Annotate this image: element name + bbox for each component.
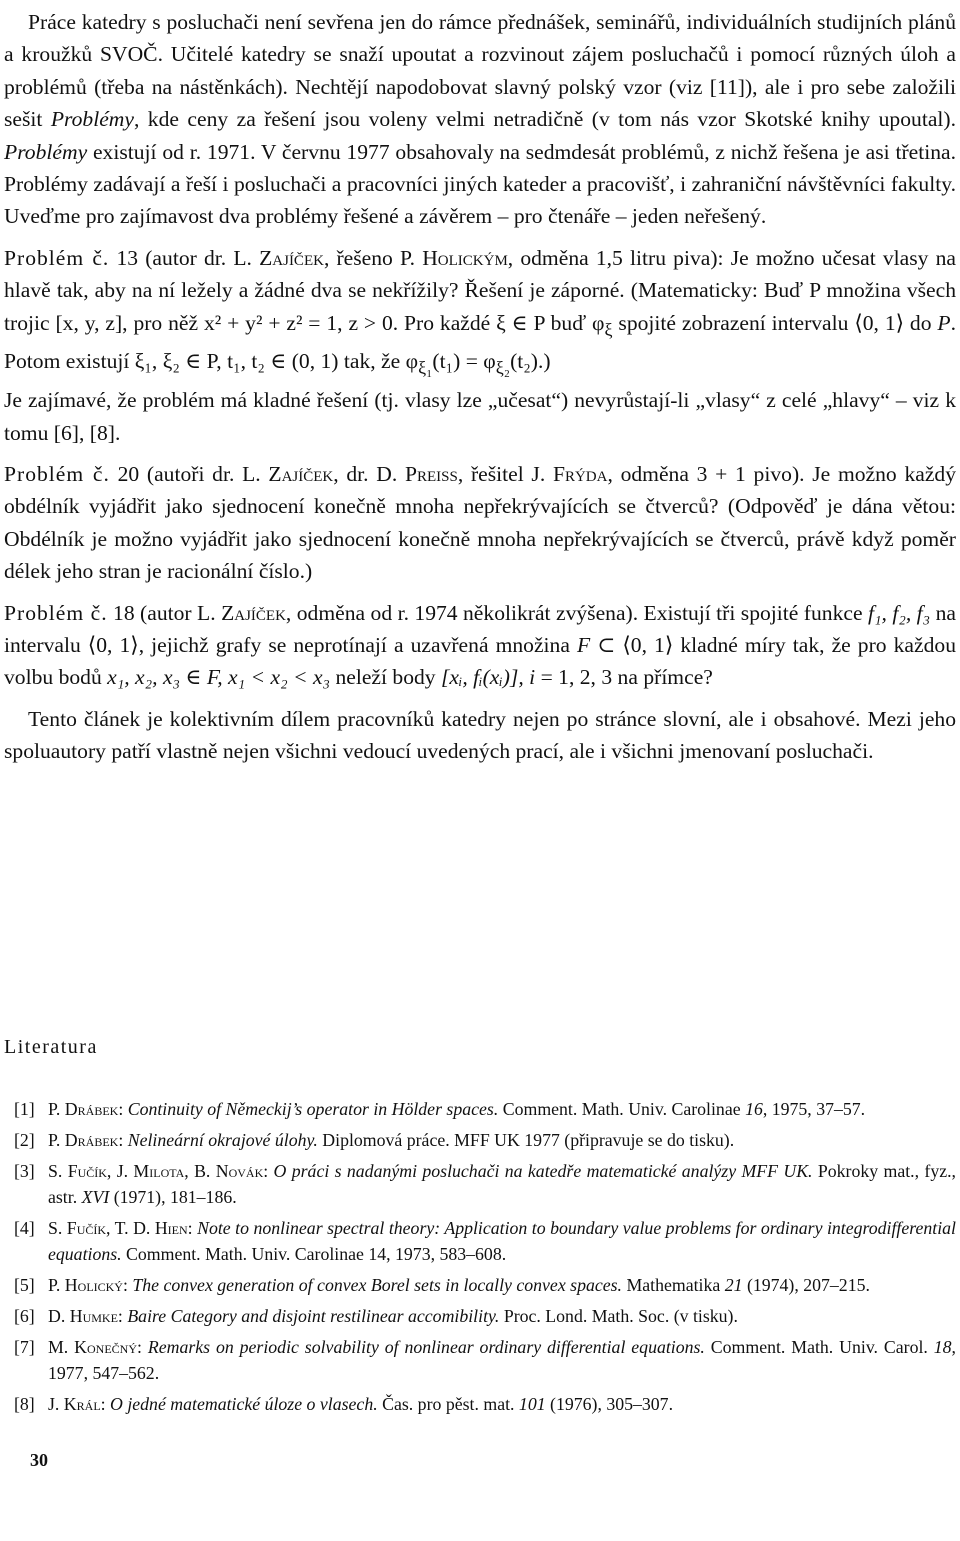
intro-paragraph (4, 6, 956, 233)
reference-number: [6] (14, 1306, 35, 1326)
problem-18-points: x₁, x₂, x₃ ∈ F, x₁ < x₂ < x₃ (107, 665, 331, 690)
reference-title: Baire Category and disjoint restilinear accomibility. (127, 1306, 500, 1326)
reference-source: Comment. Math. Univ. Carolinae 14, 1973, 583–608. (121, 1244, 507, 1264)
reference-source: Pokroky mat., fyz., astr. (48, 1161, 956, 1207)
reference-list (0, 1096, 956, 1422)
reference-item (0, 1391, 956, 1417)
reference-volume: 21 (724, 1275, 743, 1295)
problem-label: Problém č. (4, 245, 110, 270)
problem-13-text: Je možno učesat vlasy na hlavě tak, aby na ní ležely a žádné dva se nekřížily? Řešení je záporné. (Matematicky: Buď P množina všech trojic [x, y, z], pro něž x² + y² + z² = 1, z > 0. Pro každé ξ ∈ P buď φ (4, 245, 957, 335)
problem-13-sub-2: ξ₂ (495, 357, 511, 378)
problem-13-author: Zajíček (259, 245, 324, 270)
problem-20-solver: Frýda (552, 461, 608, 486)
problem-13-mid: , řešeno P. (323, 245, 423, 270)
reference-volume: 18 (933, 1337, 952, 1357)
intro-text-3: existují od r. 1971. V červnu 1977 obsahovaly na sedmdesát problémů, z nichž řešena je asi třetina. Problémy zadávají a řeší i posluchači a pracovníci jiných kateder a pracovišť, i zahraniční návštěvníci fakulty. Uveďme pro zajímavost dva problémy řešené a závěrem – pro čtenáře – jeden neřešený. (4, 139, 956, 229)
reference-title: Continuity of Německij’s operator in Hölder spaces. (127, 1099, 499, 1119)
problem-13-sub-1: ξ₁ (418, 357, 433, 378)
closing-paragraph: Tento článek je kolektivním dílem pracovníků katedry nejen po stránce slovní, ale i obsahové. Mezi jeho spoluautory patří vlastně nejen všichni vedoucí uvedených prací, ale i všichni jmenovaní posluchači. (4, 706, 956, 764)
reference-author: M. Konečný: (48, 1337, 142, 1357)
reference-author: J. Král: (48, 1394, 106, 1414)
problem-18-funcs: f₁, f₂, f₃ (868, 600, 931, 625)
reference-number: [4] (14, 1218, 35, 1238)
problem-20-author-2: Preiss (404, 461, 458, 486)
intro-italic-problemy-2: Problémy (4, 139, 88, 164)
problem-20-lead: 20 (autoři dr. L. (109, 461, 269, 486)
intro-text-2: , kde ceny za řešení jsou voleny velmi netradičně (v tom nás vzor Skotské knihy upoutal). (133, 107, 956, 132)
problem-18-author: Zajíček (221, 600, 286, 625)
problem-20-text: , odměna 3 + 1 pivo). Je možno každý obdélník vyjádřit jako sjednocení konečně mnoha nepřekrývajících se čtverců? (Odpověď je dána větou: Obdélník je možno vyjádřit jako sjednocení konečně mnoha nepřekrývajících se čtverců, právě když poměr délek jeho stran je racionální číslo.) (4, 461, 956, 584)
reference-pages: (1976), 305–307. (545, 1394, 674, 1414)
problem-13-note: Je zajímavé, že problém má kladné řešení (tj. vlasy lze „učesat“) nevyrůstají-li „vlasy“ z celé „hlavy“ – viz k tomu [6], [8]. (4, 388, 956, 445)
reference-source: Comment. Math. Univ. Carolinae (498, 1099, 746, 1119)
problem-13-italic-p: P (937, 310, 951, 335)
reference-pages: , 1975, 37–57. (762, 1099, 866, 1119)
reference-item (0, 1303, 956, 1329)
reference-title: Nelineární okrajové úlohy. (127, 1130, 318, 1150)
reference-volume: XVI (81, 1187, 110, 1207)
problem-18-text-4: neleží body (330, 665, 441, 690)
reference-author: D. Humke: (48, 1306, 123, 1326)
reference-pages: (1971), 181–186. (109, 1187, 237, 1207)
problem-18 (4, 597, 956, 694)
reference-item (0, 1272, 956, 1298)
reference-number: [7] (14, 1337, 35, 1357)
problem-13-sub: ξ (604, 318, 613, 339)
reference-title: Note to nonlinear spectral theory: Application to boundary value problems for ordinary integrodifferential equations. (48, 1218, 957, 1264)
problem-13-reward: , odměna 1,5 litru piva): (507, 245, 731, 270)
reference-item (0, 1158, 956, 1210)
reference-number: [3] (14, 1161, 35, 1181)
reference-item (0, 1334, 956, 1386)
problem-13-text-2: spojité zobrazení intervalu ⟨0, 1⟩ do (612, 310, 938, 335)
reference-source: Diplomová práce. MFF UK 1977 (připravuje se do tisku). (317, 1130, 735, 1150)
reference-author: S. Fučík, J. Milota, B. Novák: (48, 1161, 269, 1181)
problem-20-author-1: Zajíček (268, 461, 334, 486)
reference-number: [1] (14, 1099, 35, 1119)
reference-item (0, 1215, 956, 1267)
reference-author: P. Drábek: (48, 1099, 124, 1119)
intro-italic-problemy: Problémy (50, 107, 134, 132)
literature-heading: Literatura (4, 1036, 98, 1058)
reference-author: S. Fučík, T. D. Hien: (48, 1218, 193, 1238)
reference-volume: 16 (745, 1099, 763, 1119)
intro-text: Práce katedry s posluchači není sevřena jen do rámce přednášek, seminářů, individuálních studijních plánů a kroužků SVOČ. Učitelé katedry se snaží upoutat a rozvinout zájem posluchačů i pomocí různých úloh a problémů (třeba na nástěnkách). Nechtějí napodobovat slavný polský vzor (viz [11]), ale i pro sebe založili sešit (4, 10, 956, 132)
reference-number: [8] (14, 1394, 35, 1414)
problem-13-lead: 13 (autor dr. L. (109, 245, 260, 270)
reference-title: O práci s nadanými posluchači na katedře matematické analýzy MFF UK. (273, 1161, 813, 1181)
reference-number: [2] (14, 1130, 35, 1150)
reference-source: Comment. Math. Univ. Carol. (704, 1337, 934, 1357)
article-body (4, 6, 956, 768)
problem-18-text: , odměna od r. 1974 několikrát zvýšena). Existují tři spojité funkce (285, 600, 868, 625)
reference-item (0, 1127, 956, 1153)
problem-18-text-2: na intervalu ⟨0, 1⟩, jejichž grafy se neprotínají a uzavřená množina (4, 600, 957, 657)
problem-18-lead: 18 (autor L. (107, 600, 222, 625)
reference-author: P. Holický: (48, 1275, 128, 1295)
problem-18-point: [xᵢ, fᵢ(xᵢ)], i (440, 665, 536, 690)
problem-13-text-3: . Potom existují ξ₁, ξ₂ ∈ P, t₁, t₂ ∈ (0, 1) tak, že φ (4, 310, 956, 374)
problem-20-mid: , dr. D. (333, 461, 405, 486)
problem-20 (4, 458, 956, 588)
reference-source: Čas. pro pěst. mat. (377, 1394, 519, 1414)
reference-title: The convex generation of convex Borel sets in locally convex spaces. (132, 1275, 623, 1295)
reference-pages: (1974), 207–215. (742, 1275, 870, 1295)
reference-item (0, 1096, 956, 1122)
problem-label: Problém č. (4, 600, 108, 625)
problem-18-text-5: = 1, 2, 3 na přímce? (535, 665, 713, 690)
problem-18-set-f: F (576, 632, 591, 657)
reference-source: Mathematika (622, 1275, 725, 1295)
problem-18-text-3: ⊂ ⟨0, 1⟩ kladné míry tak, že pro každou volbu bodů (4, 632, 956, 690)
problem-13-solver: Holickým (422, 245, 508, 270)
reference-source: Proc. Lond. Math. Soc. (v tisku). (499, 1306, 738, 1326)
reference-author: P. Drábek: (48, 1130, 124, 1150)
page-number: 30 (30, 1450, 48, 1470)
reference-pages: , 1977, 547–562. (48, 1337, 956, 1383)
reference-volume: 101 (518, 1394, 546, 1414)
problem-13-text-5: (t₂).) (510, 349, 551, 374)
reference-title: O jedné matematické úloze o vlasech. (110, 1394, 378, 1414)
problem-20-mid-2: , řešitel J. (457, 461, 553, 486)
reference-number: [5] (14, 1275, 35, 1295)
reference-title: Remarks on periodic solvability of nonlinear ordinary differential equations. (147, 1337, 705, 1357)
problem-13 (4, 242, 956, 449)
problem-label: Problém č. (4, 461, 110, 486)
problem-13-text-4: (t₁) = φ (432, 349, 496, 374)
